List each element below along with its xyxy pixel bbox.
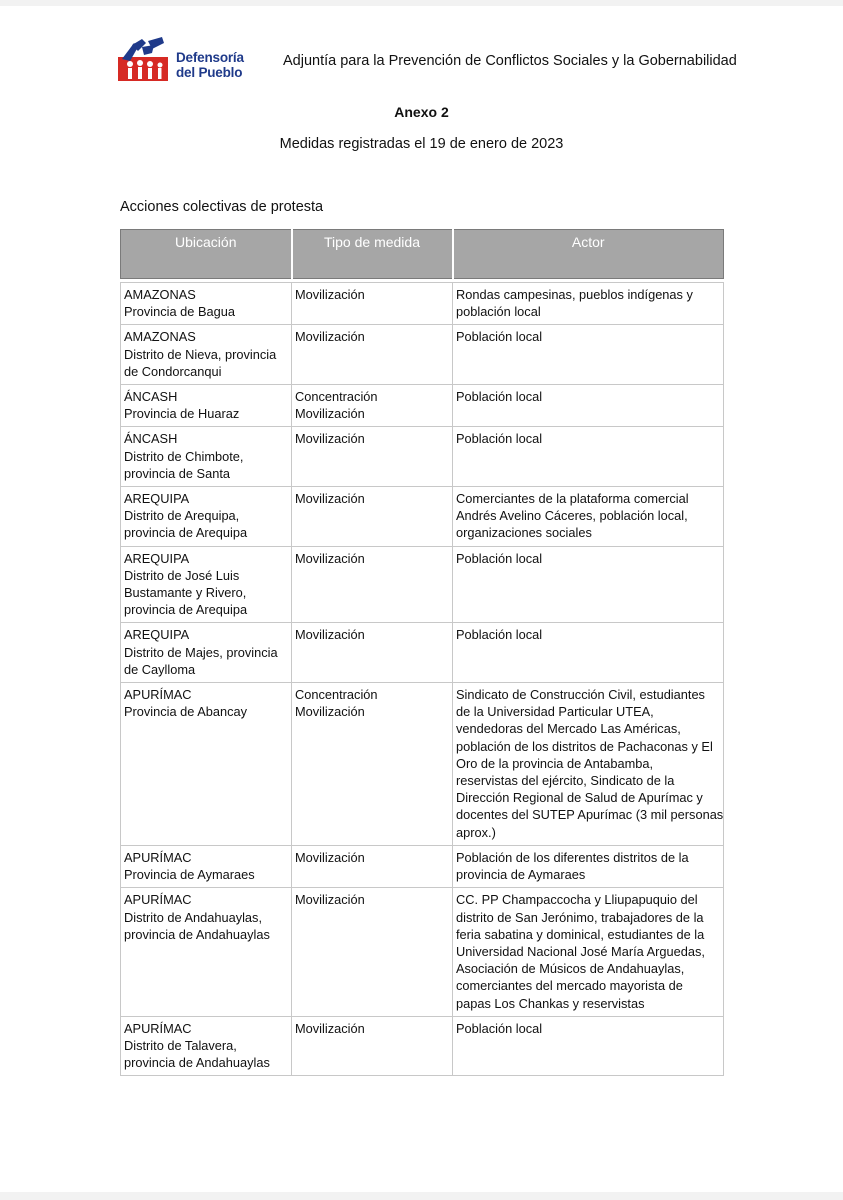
annex-subtitle: Medidas registradas el 19 de enero de 2023 [279,136,564,152]
cell-ubicacion-line: AREQUIPA [124,627,190,643]
cell-actor-line: feria sabatina y dominical, estudiantes de la [456,926,705,942]
table-row [121,325,724,385]
table-row [121,385,724,427]
cell-actor-line: distrito de San Jerónimo, trabajadores de la [456,909,704,925]
cell-tipo-medida-line: Concentración [295,687,378,703]
cell-actor [453,546,724,623]
cell-ubicacion [121,283,292,325]
cell-ubicacion-line: Distrito de Chimbote, [124,448,244,464]
cell-actor-line: Andrés Avelino Cáceres, población local, [456,508,688,524]
table-row [121,683,724,846]
cell-actor-line: reservistas del ejército, Sindicato de la [456,773,675,789]
cell-tipo-medida-line: Movilización [295,550,365,566]
cell-ubicacion-line: provincia de Arequipa [124,602,248,618]
cell-tipo-medida-line: Movilización [295,892,365,908]
cell-tipo-medida [292,427,453,487]
logo-wordmark [176,50,244,80]
cell-actor-line: papas Los Chankas y reservistas [456,995,645,1011]
cell-actor [453,325,724,385]
cell-ubicacion [121,546,292,623]
office-header: Adjuntía para la Prevención de Conflictos Sociales y la Gobernabilidad [283,53,737,69]
cell-actor-line: docentes del SUTEP Apurímac (3 mil personas [456,807,724,823]
defensoria-logo [118,37,258,83]
cell-ubicacion-line: de Caylloma [124,661,196,677]
cell-tipo-medida-line: Movilización [295,1020,365,1036]
table-row [121,888,724,1016]
cell-tipo-medida-line: Movilización [295,287,365,302]
logo-line-1: Defensoría [176,50,244,65]
column-header-actor: Actor [453,230,724,279]
cell-tipo-medida [292,283,453,325]
cell-ubicacion-line: AREQUIPA [124,550,190,566]
cell-ubicacion-line: Provincia de Abancay [124,704,248,720]
cell-actor-line: Universidad Nacional José María Arguedas, [456,943,705,959]
cell-actor-line: CC. PP Champaccocha y Lliupapuquio del [456,892,698,908]
cell-actor [453,487,724,547]
cell-tipo-medida [292,623,453,683]
cell-ubicacion-line: Distrito de Majes, provincia [124,644,278,660]
table-row [121,427,724,487]
cell-ubicacion-line: Provincia de Bagua [124,304,235,320]
cell-tipo-medida [292,325,453,385]
cell-ubicacion-line: Distrito de Talavera, [124,1037,237,1053]
cell-ubicacion-line: Distrito de Nieva, provincia [124,346,277,362]
cell-ubicacion-line: de Condorcanqui [124,363,222,379]
cell-ubicacion-line: AMAZONAS [124,329,196,345]
cell-tipo-medida [292,683,453,846]
cell-ubicacion-line: provincia de Arequipa [124,525,248,541]
cell-actor-line: Sindicato de Construcción Civil, estudiantes [456,687,705,703]
cell-actor-line: Población local [456,329,543,345]
cell-actor [453,888,724,1016]
table-row [121,487,724,547]
cell-ubicacion [121,845,292,887]
cell-actor-line: Población local [456,389,543,405]
cell-actor-line: población local [456,304,541,320]
cell-ubicacion-line: provincia de Santa [124,465,230,481]
cell-ubicacion-line: Provincia de Aymaraes [124,867,255,883]
cell-actor-line: población de los distritos de Pachaconas y El [456,738,713,754]
table-row [121,845,724,887]
cell-actor-line: Rondas campesinas, pueblos indígenas y [456,287,693,302]
cell-ubicacion-line: Distrito de Arequipa, [124,508,240,524]
cell-actor-line: provincia de Aymaraes [456,867,586,883]
cell-ubicacion-line: APURÍMAC [124,849,192,865]
cell-ubicacion-line: ÁNCASH [124,431,178,447]
cell-actor [453,427,724,487]
cell-ubicacion [121,385,292,427]
cell-actor [453,1016,724,1076]
cell-tipo-medida-line: Movilización [295,406,365,422]
cell-tipo-medida [292,487,453,547]
table-header-row [121,230,724,279]
cell-actor-line: vendedoras del Mercado Las Américas, [456,721,681,737]
cell-tipo-medida-line: Movilización [295,704,365,720]
table-row [121,623,724,683]
cell-ubicacion [121,888,292,1016]
cell-ubicacion [121,325,292,385]
cell-ubicacion [121,487,292,547]
cell-ubicacion-line: Bustamante y Rivero, [124,585,247,601]
cell-ubicacion-line: Distrito de José Luis [124,567,240,583]
cell-actor-line: aprox.) [456,824,496,840]
logo-line-2: del Pueblo [176,65,243,80]
cell-actor [453,385,724,427]
cell-ubicacion [121,623,292,683]
cell-actor [453,623,724,683]
cell-actor-line: Población de los diferentes distritos de la [456,849,689,865]
cell-ubicacion-line: ÁNCASH [124,389,178,405]
cell-tipo-medida-line: Movilización [295,627,365,643]
column-header-ubicacion: Ubicación [121,230,292,279]
cell-tipo-medida-line: Movilización [295,849,365,865]
cell-ubicacion-line: provincia de Andahuaylas [124,1055,270,1071]
cell-ubicacion-line: AREQUIPA [124,491,190,507]
cell-tipo-medida-line: Concentración [295,389,378,405]
table-row [121,546,724,623]
cell-tipo-medida-line: Movilización [295,491,365,507]
cell-tipo-medida [292,385,453,427]
cell-ubicacion-line: Distrito de Andahuaylas, [124,909,263,925]
cell-tipo-medida [292,888,453,1016]
cell-ubicacion-line: APURÍMAC [124,687,192,703]
column-header-tipo: Tipo de medida [292,230,453,279]
cell-ubicacion [121,427,292,487]
cell-actor-line: Asociación de Músicos de Andahuaylas, [456,961,685,977]
bottom-margin-bar [0,1192,843,1200]
cell-ubicacion-line: APURÍMAC [124,1020,192,1036]
cell-ubicacion [121,1016,292,1076]
cell-actor-line: Población local [456,627,543,643]
cell-ubicacion-line: Provincia de Huaraz [124,406,240,422]
protest-actions-table [120,229,724,1076]
cell-tipo-medida-line: Movilización [295,431,365,447]
top-margin-bar [0,0,843,6]
cell-ubicacion [121,683,292,846]
cell-tipo-medida [292,845,453,887]
cell-actor-line: Población local [456,550,543,566]
cell-actor [453,283,724,325]
table-row [121,283,724,325]
cell-actor [453,683,724,846]
cell-actor-line: organizaciones sociales [456,525,592,541]
cell-actor [453,845,724,887]
cell-tipo-medida-line: Movilización [295,329,365,345]
table-row [121,1016,724,1076]
cell-actor-line: comerciantes del mercado mayorista de [456,978,683,994]
cell-actor-line: Comerciantes de la plataforma comercial [456,491,689,507]
cell-tipo-medida [292,546,453,623]
cell-ubicacion-line: APURÍMAC [124,892,192,908]
cell-actor-line: Dirección Regional de Salud de Apurímac y [456,790,703,806]
annex-title: Anexo 2 [394,104,449,120]
cell-actor-line: Oro de la provincia de Antabamba, [456,755,654,771]
cell-actor-line: Población local [456,431,543,447]
cell-tipo-medida [292,1016,453,1076]
section-title: Acciones colectivas de protesta [120,199,324,215]
cell-ubicacion-line: AMAZONAS [124,287,196,302]
cell-ubicacion-line: provincia de Andahuaylas [124,926,270,942]
defensoria-emblem-icon [118,37,174,83]
cell-actor-line: de la Universidad Particular UTEA, [456,704,654,720]
cell-actor-line: Población local [456,1020,543,1036]
